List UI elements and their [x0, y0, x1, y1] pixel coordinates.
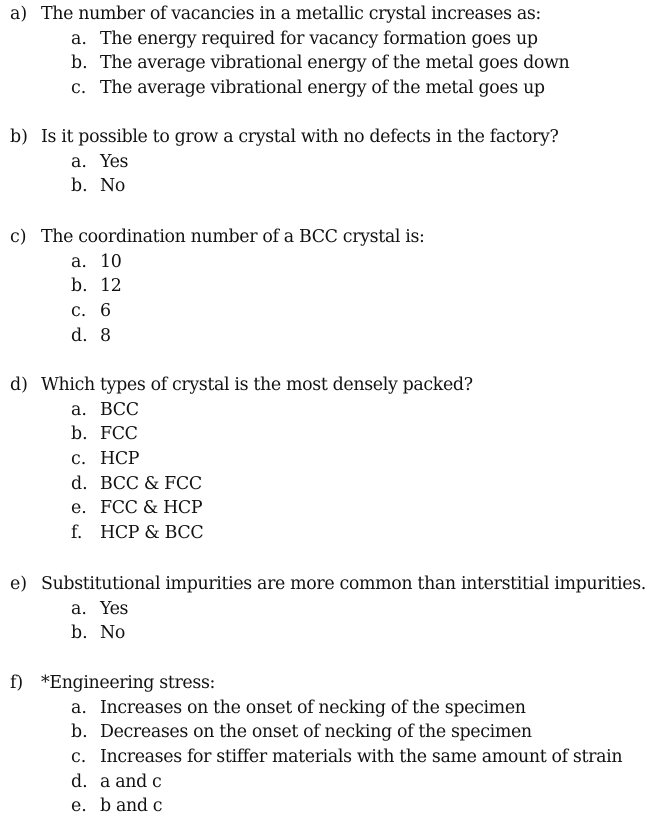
- option-label: c.: [71, 300, 87, 321]
- option-text: b and c: [100, 796, 163, 817]
- option-text: The energy required for vacancy formation goes up: [100, 28, 538, 49]
- option-label: b.: [71, 722, 88, 743]
- option-text: 12: [100, 276, 122, 297]
- question-a: [0, 2, 653, 101]
- option-text: BCC: [100, 399, 139, 420]
- option-label: a.: [71, 28, 87, 49]
- option-item: [0, 250, 653, 275]
- option-label: b.: [71, 424, 88, 445]
- option-item: [0, 597, 653, 622]
- option-item: [0, 621, 653, 646]
- question-stem: [0, 125, 653, 150]
- option-item: [0, 745, 653, 770]
- question-f: [0, 671, 653, 819]
- option-text: 10: [100, 251, 122, 272]
- question-e: [0, 572, 653, 646]
- question-stem: [0, 225, 653, 250]
- option-label: e.: [71, 498, 87, 519]
- option-label: c.: [71, 746, 87, 767]
- option-item: [0, 324, 653, 349]
- question-text: Is it possible to grow a crystal with no defects in the factory?: [41, 127, 559, 147]
- question-text: Substitutional impurities are more common than interstitial impurities.: [41, 574, 646, 594]
- option-item: [0, 521, 653, 546]
- option-item: [0, 174, 653, 199]
- option-text: Yes: [100, 598, 129, 619]
- question-text: The coordination number of a BCC crystal is:: [41, 227, 425, 247]
- option-label: c.: [71, 77, 87, 98]
- option-item: [0, 398, 653, 423]
- option-text: The average vibrational energy of the metal goes down: [100, 53, 570, 74]
- question-label: b): [10, 127, 28, 147]
- option-label: b.: [71, 623, 88, 644]
- option-text: 6: [100, 300, 111, 321]
- option-text: The average vibrational energy of the metal goes up: [100, 77, 545, 98]
- option-text: a and c: [100, 771, 162, 792]
- option-label: e.: [71, 796, 87, 817]
- option-text: Yes: [100, 151, 129, 172]
- question-stem: [0, 671, 653, 696]
- option-label: b.: [71, 53, 88, 74]
- question-label: a): [10, 4, 28, 24]
- question-b: [0, 125, 653, 199]
- option-item: [0, 447, 653, 472]
- option-item: [0, 150, 653, 175]
- option-item: [0, 274, 653, 299]
- question-text: Which types of crystal is the most densely packed?: [41, 375, 473, 395]
- option-label: c.: [71, 448, 87, 469]
- question-stem: [0, 373, 653, 398]
- question-c: [0, 225, 653, 348]
- option-label: d.: [71, 771, 88, 792]
- option-label: d.: [71, 325, 88, 346]
- question-label: c): [10, 227, 27, 247]
- option-label: b.: [71, 176, 88, 197]
- question-label: f): [10, 673, 24, 693]
- question-label: d): [10, 375, 28, 395]
- question-stem: [0, 572, 653, 597]
- option-text: 8: [100, 325, 111, 346]
- option-item: [0, 299, 653, 324]
- question-stem: [0, 2, 653, 27]
- option-item: [0, 472, 653, 497]
- question-d: [0, 373, 653, 546]
- option-item: [0, 770, 653, 795]
- option-label: a.: [71, 251, 87, 272]
- option-text: BCC & FCC: [100, 473, 202, 494]
- option-item: [0, 422, 653, 447]
- option-label: a.: [71, 399, 87, 420]
- option-item: [0, 51, 653, 76]
- option-text: FCC: [100, 424, 138, 445]
- option-text: No: [100, 623, 125, 644]
- question-text: The number of vacancies in a metallic crystal increases as:: [41, 4, 541, 24]
- option-text: HCP & BCC: [100, 522, 204, 543]
- option-text: Increases on the onset of necking of the specimen: [100, 697, 526, 718]
- question-label: e): [10, 574, 28, 594]
- option-label: a.: [71, 697, 87, 718]
- option-item: [0, 76, 653, 101]
- option-item: [0, 794, 653, 819]
- option-label: a.: [71, 598, 87, 619]
- option-label: b.: [71, 276, 88, 297]
- option-item: [0, 496, 653, 521]
- option-label: d.: [71, 473, 88, 494]
- option-text: No: [100, 176, 125, 197]
- option-text: Decreases on the onset of necking of the specimen: [100, 722, 532, 743]
- question-text: *Engineering stress:: [41, 673, 216, 693]
- option-label: a.: [71, 151, 87, 172]
- option-text: HCP: [100, 448, 140, 469]
- option-text: FCC & HCP: [100, 498, 203, 519]
- option-item: [0, 27, 653, 52]
- option-item: [0, 696, 653, 721]
- option-text: Increases for stiffer materials with the same amount of strain: [100, 746, 623, 767]
- option-label: f.: [71, 522, 83, 543]
- option-item: [0, 720, 653, 745]
